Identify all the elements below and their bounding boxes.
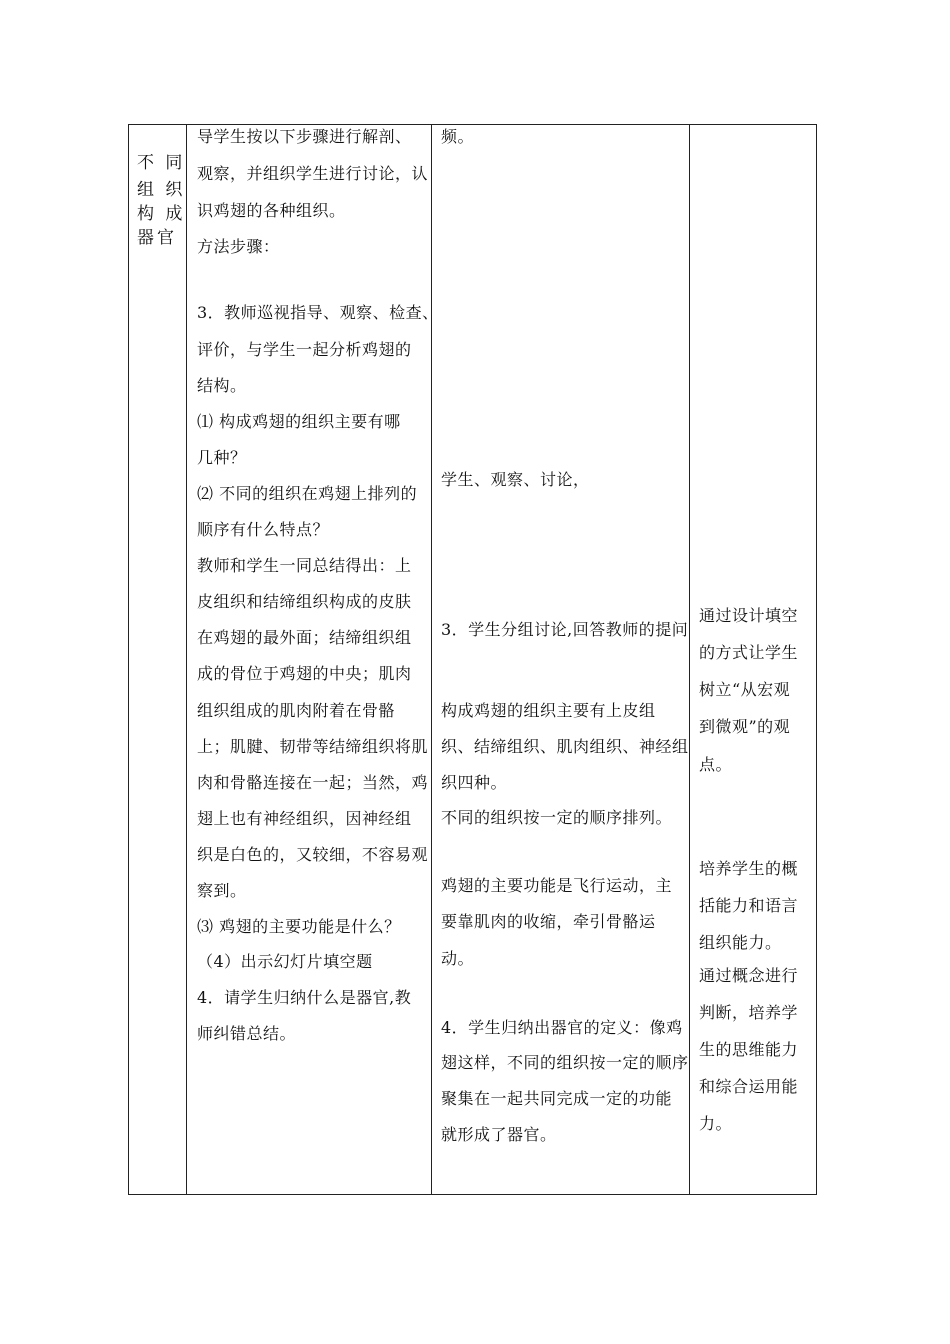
text-line: ⑵ 不同的组织在鸡翅上排列的 [197, 484, 418, 503]
text-line: 4．请学生归纳什么是器官,教 [197, 988, 412, 1007]
text-line: 组织能力。 [699, 933, 782, 952]
text-line: 频。 [441, 127, 475, 146]
text-line: 顺序有什么特点？ [197, 520, 330, 539]
column-divider [186, 125, 187, 1194]
text-line: 方法步骤： [197, 237, 280, 256]
text-line: 通过概念进行 [699, 966, 799, 985]
text-line: 识鸡翅的各种组织。 [197, 201, 346, 220]
text-line: 生的思维能力 [699, 1040, 799, 1059]
text-line: （4）出示幻灯片填空题 [197, 952, 373, 971]
text-line: 树立“从宏观 [699, 680, 791, 699]
text-line: ⑶ 鸡翅的主要功能是什么？ [197, 917, 401, 936]
text-line: 判断，培养学 [699, 1003, 799, 1022]
text-line: 织四种。 [441, 773, 508, 792]
text-line: 组织组成的肌肉附着在骨骼 [197, 701, 396, 720]
text-line: 点。 [699, 755, 733, 774]
text-line: 评价，与学生一起分析鸡翅的 [197, 340, 412, 359]
text-line: 学生、观察、讨论， [441, 470, 590, 489]
text-line: 构成鸡翅的组织主要有上皮组 [441, 701, 656, 720]
text-line: 到微观”的观 [699, 717, 791, 736]
text-line: 几种？ [197, 448, 247, 467]
text-line: 观察，并组织学生进行讨论，认 [197, 164, 429, 183]
column-divider [689, 125, 690, 1194]
text-line: 翅上也有神经组织，因神经组 [197, 809, 412, 828]
text-line: ⑴ 构成鸡翅的组织主要有哪 [197, 412, 401, 431]
text-line: 括能力和语言 [699, 896, 799, 915]
text-line: 肉和骨骼连接在一起；当然，鸡 [197, 773, 429, 792]
text-line: 不同的组织按一定的顺序排列。 [441, 808, 673, 827]
text-line: 聚集在一起共同完成一定的功能 [441, 1089, 673, 1108]
text-line: 要靠肌肉的收缩，牵引骨骼运 [441, 912, 656, 931]
text-line: 织是白色的，又较细，不容易观 [197, 845, 429, 864]
text-line: 在鸡翅的最外面；结缔组织组 [197, 628, 412, 647]
text-line: 鸡翅的主要功能是飞行运动，主 [441, 876, 673, 895]
text-line: 上；肌腱、韧带等结缔组织将肌 [197, 737, 429, 756]
text-line: 成的骨位于鸡翅的中央；肌肉 [197, 664, 412, 683]
text-line: 动。 [441, 949, 475, 968]
text-line: 就形成了器官。 [441, 1125, 557, 1144]
text-line: 师纠错总结。 [197, 1024, 297, 1043]
text-line: 3．教师巡视指导、观察、检查、 [197, 303, 439, 322]
text-line: 皮组织和结缔组织构成的皮肤 [197, 592, 412, 611]
text-line: 翅这样，不同的组织按一定的顺序 [441, 1053, 689, 1072]
section-title-line: 组 织 [137, 180, 186, 200]
text-line: 导学生按以下步骤进行解剖、 [197, 127, 412, 146]
lesson-plan-table [128, 124, 817, 1195]
text-line: 察到。 [197, 881, 247, 900]
text-line: 的方式让学生 [699, 643, 799, 662]
text-line: 织、结缔组织、肌肉组织、神经组 [441, 737, 689, 756]
text-line: 力。 [699, 1114, 733, 1133]
section-title-line: 器官 [137, 228, 177, 248]
section-title-line: 不 同 [137, 153, 186, 173]
text-line: 培养学生的概 [699, 859, 799, 878]
text-line: 通过设计填空 [699, 606, 799, 625]
text-line: 结构。 [197, 376, 247, 395]
text-line: 4．学生归纳出器官的定义：像鸡 [441, 1018, 683, 1037]
text-line: 教师和学生一同总结得出：上 [197, 556, 412, 575]
column-divider [431, 125, 432, 1194]
text-line: 和综合运用能 [699, 1077, 799, 1096]
section-title-line: 构 成 [137, 204, 186, 224]
text-line: 3．学生分组讨论,回答教师的提问 [441, 620, 689, 639]
